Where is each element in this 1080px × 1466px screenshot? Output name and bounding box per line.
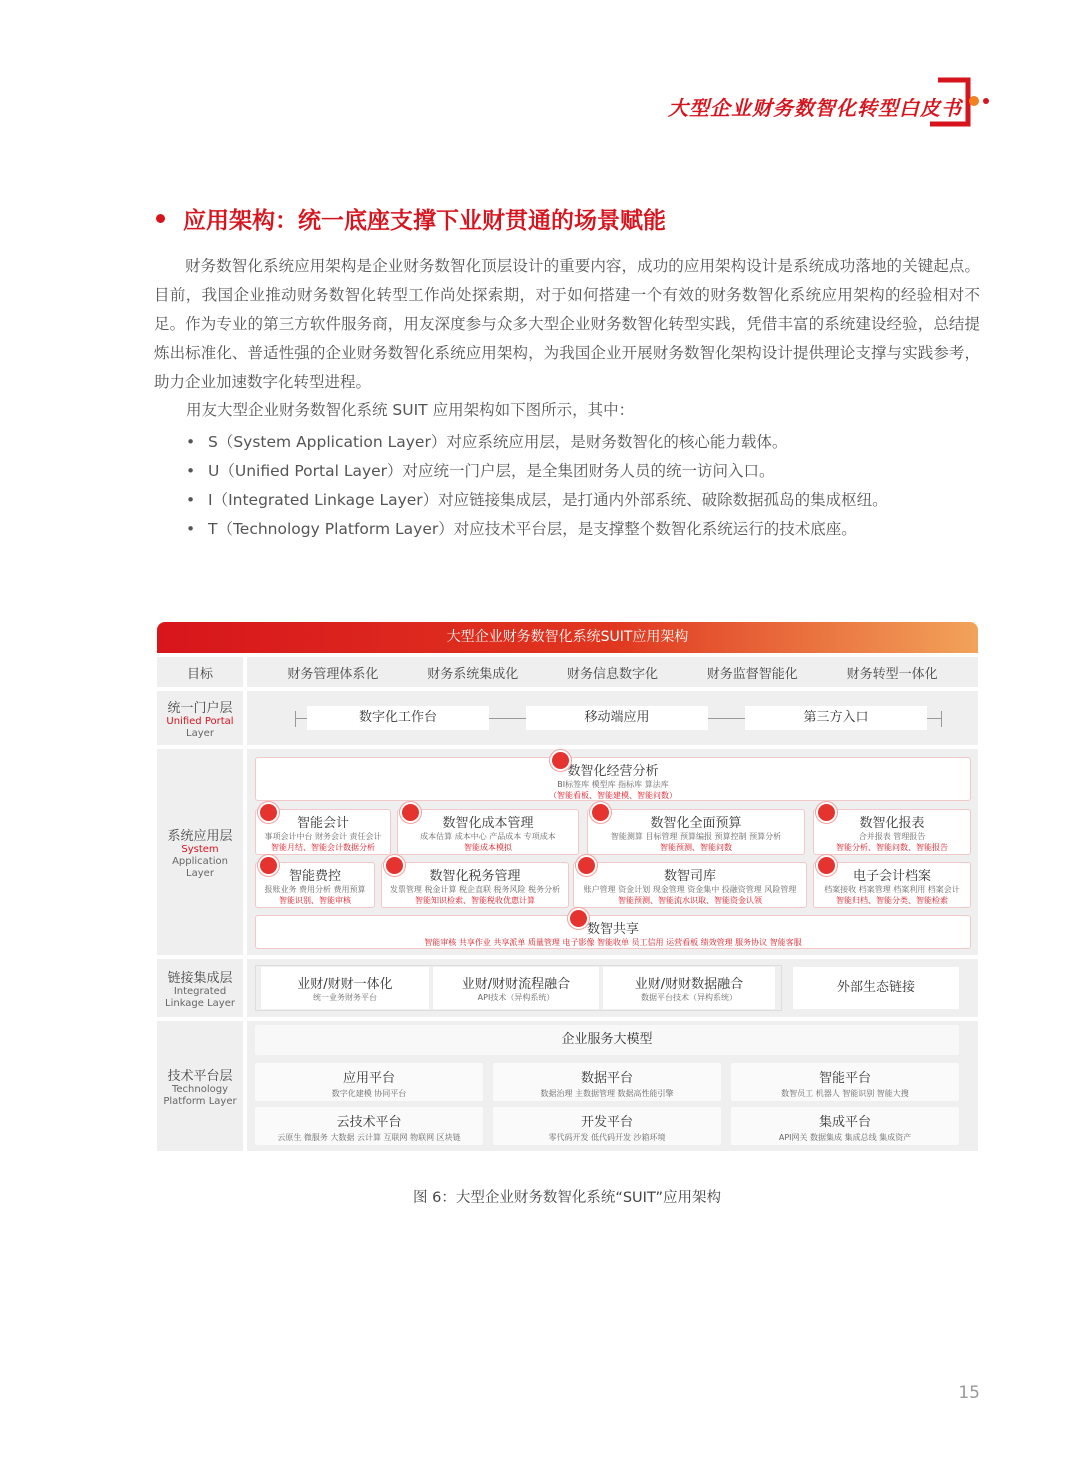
list-item: • I（Integrated Linkage Layer）对应链接集成层，是打通内外部系统、破除数据孤岛的集成枢纽。 <box>186 491 888 509</box>
section-title: 应用架构：统一底座支撑下业财贯通的场景赋能 <box>183 208 666 234</box>
platform-item: 应用平台 数字化建模 协同平台 <box>255 1063 483 1101</box>
app-icon <box>400 802 421 823</box>
portal-layer-label: 统一门户层 Unified Portal Layer <box>157 691 243 745</box>
app-icon <box>258 802 279 823</box>
app-card: 智能费控 报账业务 费用分析 费用预算 智能识别、智能审核 <box>255 862 375 908</box>
intro-text: 用友大型企业财务数智化系统 SUIT 应用架构如下图所示，其中： <box>186 401 635 419</box>
body-paragraph <box>154 252 980 397</box>
figure-caption: 图 6：大型企业财务数智化系统“SUIT”应用架构 <box>413 1190 721 1206</box>
app-layer-row <box>157 749 978 955</box>
app-icon <box>816 802 837 823</box>
app-card: 电子会计档案 档案接收 档案管理 档案利用 档案会计 智能归档、智能分类、智能检索 <box>813 862 971 908</box>
app-layer-label: 系统应用层 System Application Layer <box>157 749 243 955</box>
goal-item: 财务监督智能化 <box>706 666 798 682</box>
goal-item: 财务信息数字化 <box>566 666 658 682</box>
platform-item: 智能平台 数智员工 机器人 智能识别 智能大搜 <box>731 1063 959 1101</box>
portal-layer-row <box>157 691 978 745</box>
tech-layer-label: 技术平台层 Technology Platform Layer <box>157 1021 243 1151</box>
integration-item: 业财/财财流程融合 API技术（异构系统） <box>433 967 599 1009</box>
platform-item: 数据平台 数据治理 主数据管理 数据高性能引擎 <box>493 1063 721 1101</box>
app-icon <box>384 855 405 876</box>
goal-item: 财务系统集成化 <box>427 666 519 682</box>
page-number: 15 <box>958 1383 980 1403</box>
list-item: • S（System Application Layer）对应系统应用层，是财务数智化的核心能力载体。 <box>186 433 788 451</box>
portal-item: 移动端应用 <box>526 706 708 730</box>
app-icon <box>816 855 837 876</box>
integration-item: 业财/财财一体化 统一业务财务平台 <box>261 967 429 1009</box>
enterprise-model: 企业服务大模型 <box>255 1025 959 1055</box>
bullet-list <box>186 428 888 544</box>
app-card: 数智化税务管理 发票管理 税金计算 税企直联 税务风险 税务分析 智能知识检索、智能税收优惠计算 <box>381 862 569 908</box>
bullet-dot-icon <box>156 214 165 223</box>
app-card: 数智化全面预算 智能测算 目标管理 预算编报 预算控制 预算分析 智能预测、智能问数 <box>587 809 805 855</box>
section-heading <box>156 202 666 235</box>
app-card: 数智化成本管理 成本估算 成本中心 产品成本 专项成本 智能成本模拟 <box>397 809 579 855</box>
link-layer-label: 链接集成层 Integrated Linkage Layer <box>157 959 243 1017</box>
portal-item: 数字化工作台 <box>307 706 489 730</box>
integration-item: 业财/财财数据融合 数据平台技术（异构系统） <box>603 967 775 1009</box>
goal-item: 财务管理体系化 <box>287 666 379 682</box>
app-card: 智能会计 事项会计中台 财务会计 责任会计 智能月结、智能会计数据分析 <box>255 809 391 855</box>
platform-item: 集成平台 API网关 数据集成 集成总线 集成资产 <box>731 1107 959 1145</box>
analysis-card: 数智化经营分析 BI标签库 模型库 指标库 算法库 （智能看板、智能建模、智能问数） <box>255 757 971 801</box>
brand-dots-icon <box>968 94 992 108</box>
architecture-diagram <box>157 622 978 1151</box>
goal-label: 目标 <box>157 657 243 687</box>
link-layer-row <box>157 959 978 1017</box>
app-card: 数智化报表 合并报表 管理报告 智能分析、智能问数、智能报告 <box>813 809 971 855</box>
platform-item: 开发平台 零代码开发 低代码开发 沙箱环境 <box>493 1107 721 1145</box>
platform-item: 云技术平台 云原生 微服务 大数据 云计算 互联网 物联网 区块链 <box>255 1107 483 1145</box>
shared-service-card: 数智共享 智能审核 共享作业 共享派单 质量管理 电子影像 智能收单 员工信用 运营看板 绩效管理 服务协议 智能客服 <box>255 915 971 949</box>
app-icon <box>568 908 589 929</box>
app-icon <box>258 855 279 876</box>
portal-item: 第三方入口 <box>745 706 927 730</box>
app-icon <box>550 750 571 771</box>
goal-item: 财务转型一体化 <box>846 666 938 682</box>
link-layer-body <box>247 959 978 1017</box>
external-ecosystem: 外部生态链接 <box>793 967 959 1009</box>
diagram-title: 大型企业财务数智化系统SUIT应用架构 <box>157 622 978 653</box>
tech-layer-row <box>157 1021 978 1151</box>
portal-layer-body <box>247 691 978 745</box>
paragraph-text: 财务数智化系统应用架构是企业财务数智化顶层设计的重要内容，成功的应用架构设计是系统成功落地的关键起点。目前，我国企业推动财务数智化转型工作尚处探索期，对于如何搭建一个有效的财务数智化系统应用架构的经验相对不足。作为专业的第三方软件服务商，用友深度参与众多大型企业财务数智化转型实践，凭借丰富的系统建设经验，总结提炼出标准化、普适性强的企业财务数智化系统应用架构，为我国企业开展财务数智化架构设计提供理论支撑与实践参考，助力企业加速数字化转型进程。 <box>154 257 980 391</box>
app-layer-body <box>247 749 978 955</box>
goal-row <box>157 657 978 687</box>
app-card: 数智司库 账户管理 资金计划 现金管理 资金集中 投融资管理 风险管理 智能预测、智能流水识取、智能资金认领 <box>573 862 807 908</box>
list-item: • T（Technology Platform Layer）对应技术平台层，是支撑整个数智化系统运行的技术底座。 <box>186 520 857 538</box>
goal-list <box>247 657 978 687</box>
brand-logo-icon <box>924 76 972 128</box>
header-title: 大型企业财务数智化转型白皮书 <box>668 96 962 120</box>
app-icon <box>576 855 597 876</box>
app-icon <box>590 802 611 823</box>
list-item: • U（Unified Portal Layer）对应统一门户层，是全集团财务人员的统一访问入口。 <box>186 462 775 480</box>
tech-layer-body <box>247 1021 978 1151</box>
